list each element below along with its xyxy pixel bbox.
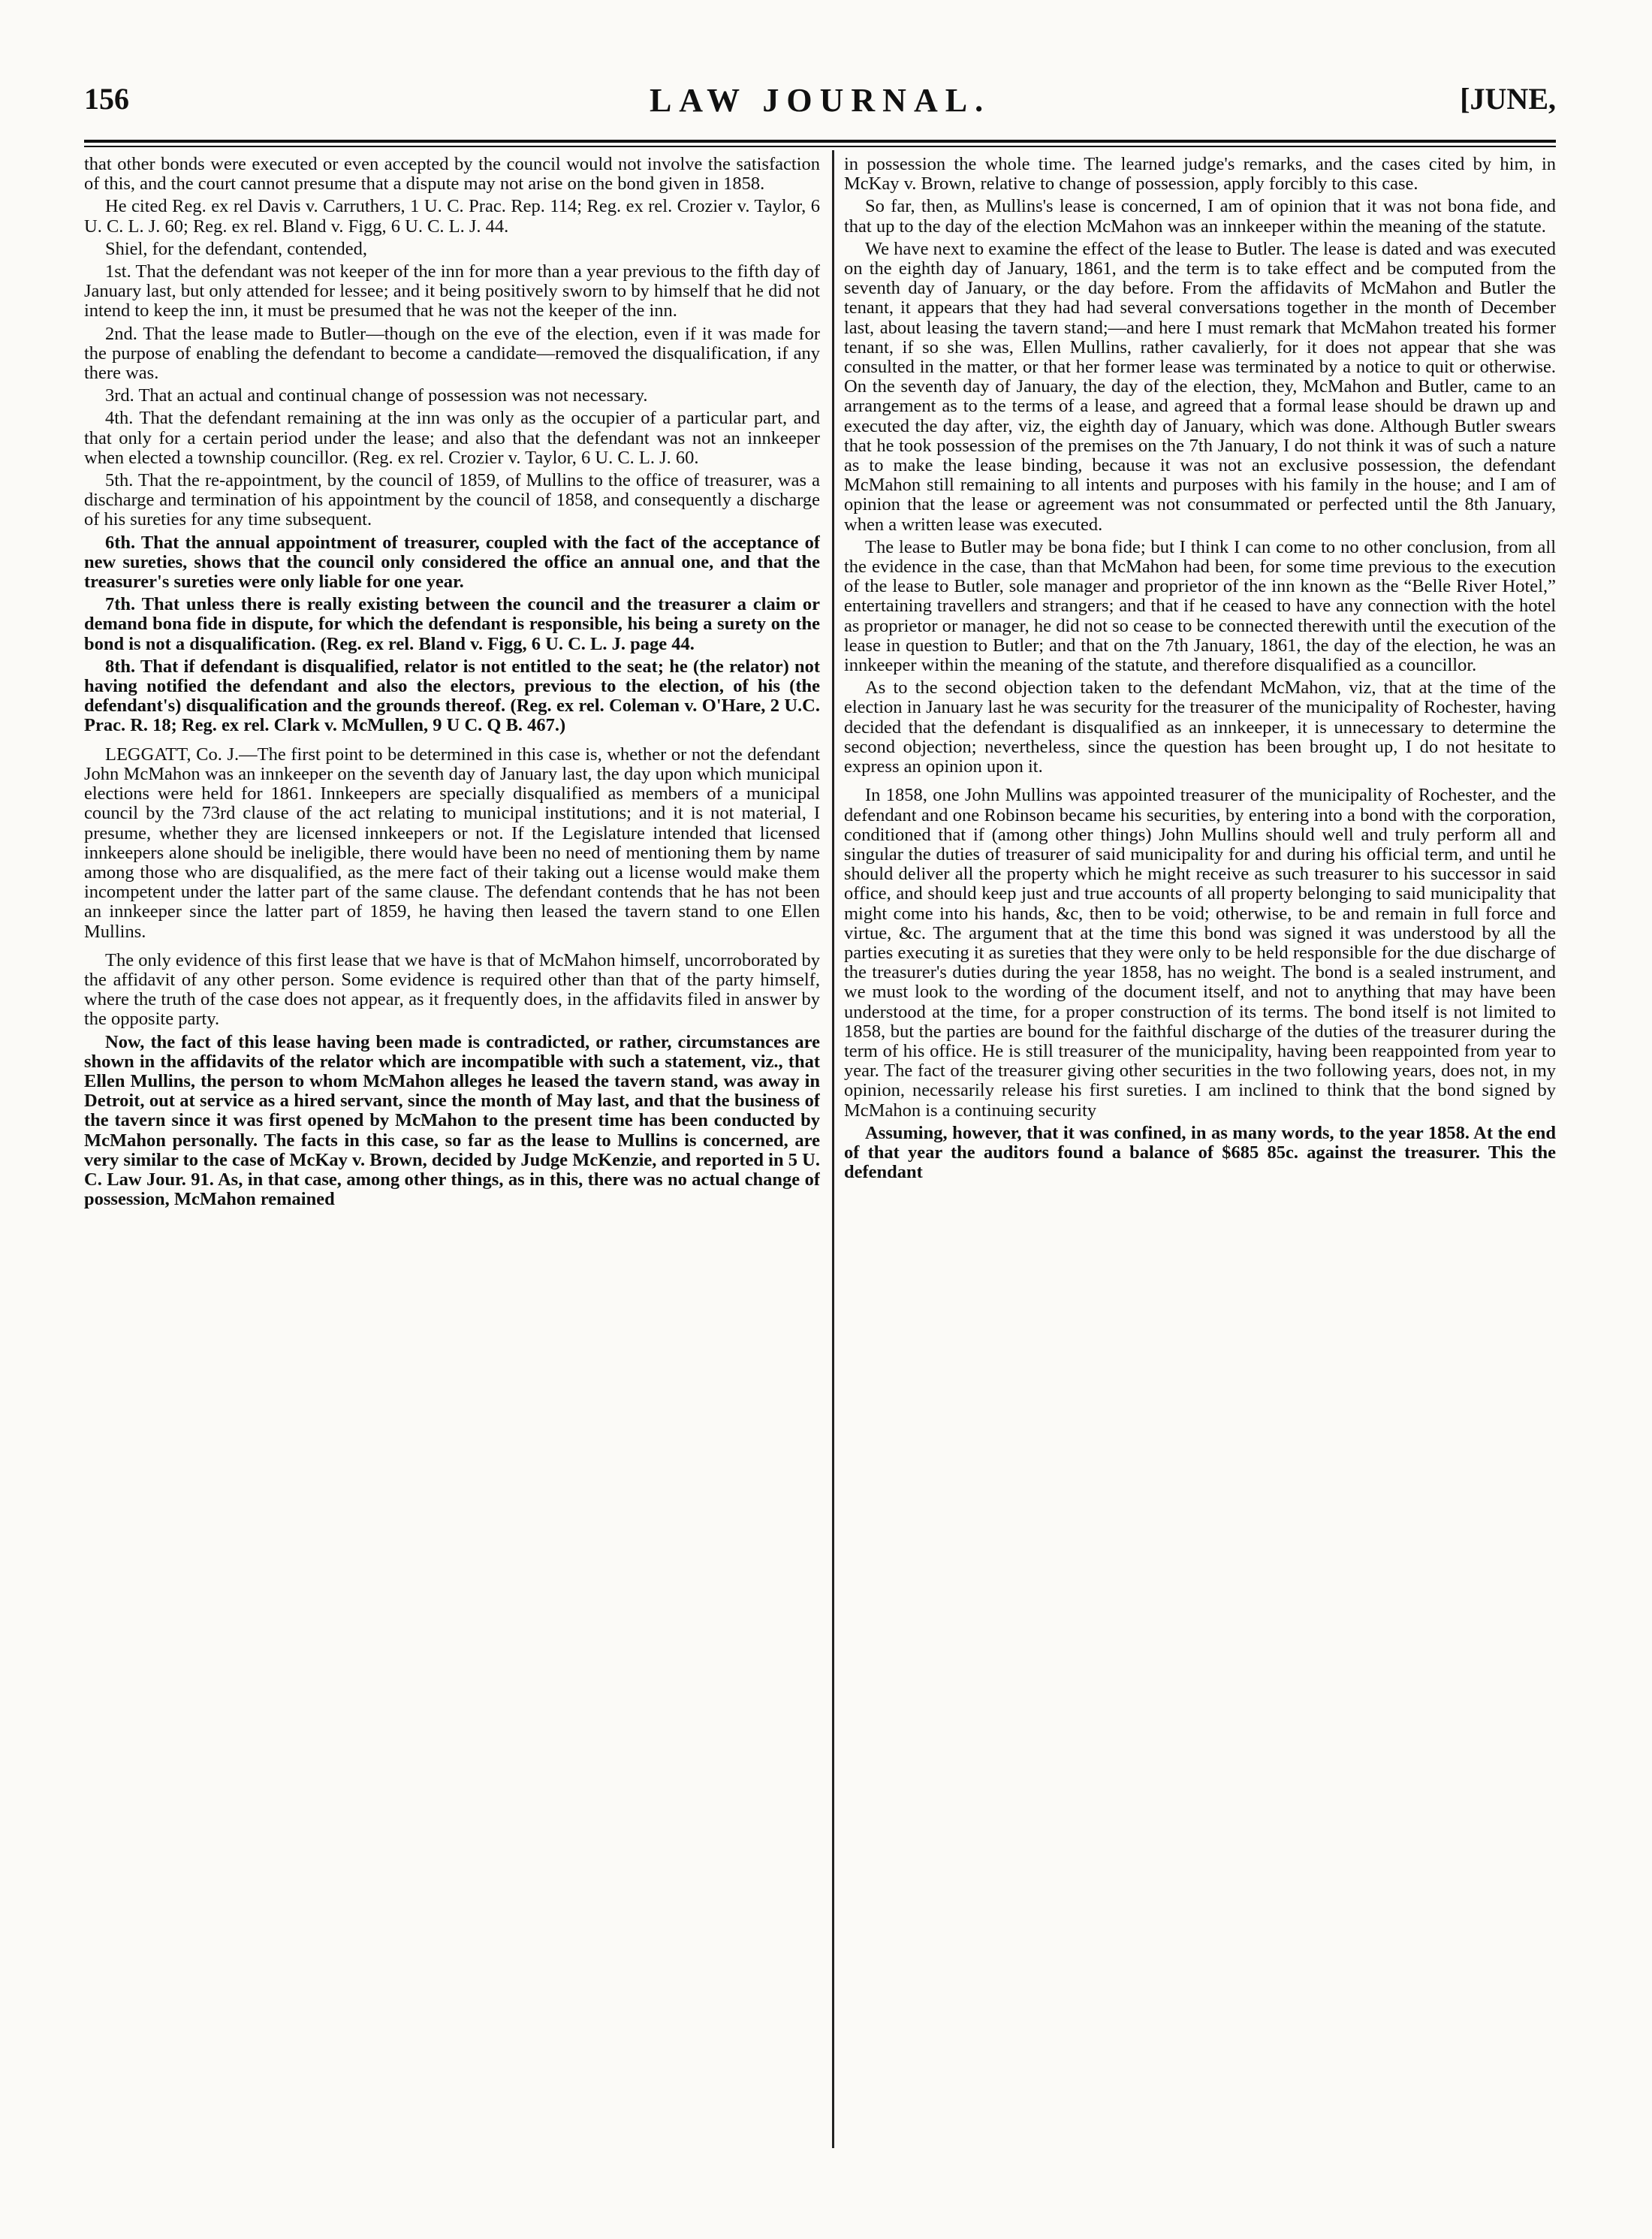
page-number: 156 <box>84 82 129 116</box>
journal-title: LAW JOURNAL. <box>649 82 991 119</box>
paragraph: that other bonds were executed or even accepted by the council would not involve the satisfaction of this, and the court cannot presume that a dispute may not arise on the bond given in 1858. <box>84 155 820 195</box>
paragraph: 8th. That if defendant is disqualified, relator is not entitled to the seat; he (the relator) not having notified the defendant and also the electors, previous to the election, of his (the defendant's) disqualification and the grounds thereof. (Reg. ex rel. Coleman v. O'Hare, 2 U.C. Prac. R. 18; Reg. ex rel. Clark v. McMullen, 9 U C. Q B. 467.) <box>84 656 820 736</box>
header-month: [JUNE, <box>1460 82 1556 116</box>
left-column <box>84 155 820 2153</box>
right-column <box>844 155 1556 2153</box>
paragraph: In 1858, one John Mullins was appointed treasurer of the municipality of Rochester, and the defendant and one Robinson became his securities, by entering into a bond with the corporation, conditioned that if (among other things) John Mullins should well and truly perform all and singular the duties of treasurer of said municipality for and during his official term, and until he should deliver all the property which he might receive as such treasurer to his successor in said office, and should keep just and true accounts of all property belonging to said municipality that might come into his hands, &c, then to be void; otherwise, to be and remain in full force and virtue, &c. The argument that at the time this bond was signed it was understood by all the parties executing it as sureties that they were only to be held responsible for the due discharge of the treasurer's duties during the year 1858, has no weight. The bond is a sealed instrument, and we must look to the wording of the document itself, and not to anything that may have been understood at the time, for a proper construction of its terms. The bond itself is not limited to 1858, but the parties are bound for the faithful discharge of the duties of the treasurer during the term of his office. He is still treasurer of the municipality, having been reappointed from year to year. The fact of the treasurer giving other securities in the two following years, does not, in my opinion, necessarily release his first sureties. I am inclined to think that the bond signed by McMahon is a continuing security <box>844 785 1556 1121</box>
paragraph: The lease to Butler may be bona fide; but I think I can come to no other conclusion, from all the evidence in the case, than that McMahon had been, for some time previous to the execution of the lease to Butler, sole manager and proprietor of the inn known as the “Belle River Hotel,” entertaining travellers and strangers; and that if he ceased to have any connection with the hotel as proprietor or manager, he did not so cease to be connected therewith until the execution of the lease in question to Butler; and that on the 7th January, 1861, the day of the election, he was an innkeeper within the meaning of the statute, and therefore disqualified as a councillor. <box>844 536 1556 676</box>
header-rule-thin <box>84 146 1556 147</box>
paragraph: 1st. That the defendant was not keeper of the inn for more than a year previous to the fifth day of January last, but only attended for lessee; and it being positively sworn to by himself that he did not intend to keep the inn, it must be presumed that he was not the keeper of the inn. <box>84 261 820 321</box>
paragraph: Shiel, for the defendant, contended, <box>105 238 368 259</box>
column-divider <box>832 150 834 2148</box>
paragraph: The only evidence of this first lease that we have is that of McMahon himself, uncorroborated by the affidavit of any other person. Some evidence is required other than that of the party himself, where the truth of the case does not appear, as it frequently does, in the affidavits filed in answer by the opposite party. <box>84 949 820 1030</box>
paragraph: He cited Reg. ex rel Davis v. Carruthers, 1 U. C. Prac. Rep. 114; Reg. ex rel. Crozier v. Taylor, 6 U. C. L. J. 60; Reg. ex rel. Bland v. Figg, 6 U. C. L. J. 44. <box>84 196 820 237</box>
paragraph: 4th. That the defendant remaining at the inn was only as the occupier of a particular part, and that only for a certain period under the lease; and also that the defendant was not an innkeeper when elected a township councillor. (Reg. ex rel. Crozier v. Taylor, 6 U. C. L. J. 60. <box>84 408 820 468</box>
paragraph: Now, the fact of this lease having been made is contradicted, or rather, circumstances are shown in the affidavits of the relator which are incompatible with such a statement, viz., that Ellen Mullins, the person to whom McMahon alleges he leased the tavern stand, was away in Detroit, out at service as a hired servant, since the month of May last, and that the business of the tavern since it was first opened by McMahon to the present time has been conducted by McMahon personally. The facts in this case, so far as the lease to Mullins is concerned, are very similar to the case of McKay v. Brown, decided by Judge McKenzie, and reported in 5 U. C. Law Jour. 91. As, in that case, among other things, as in this, there was no actual change of possession, McMahon remained <box>84 1031 820 1210</box>
paragraph: 2nd. That the lease made to Butler—though on the eve of the election, even if it was made for the purpose of enabling the defendant to become a candidate—removed the disqualification, if any there was. <box>84 323 820 384</box>
paragraph: We have next to examine the effect of the lease to Butler. The lease is dated and was executed on the eighth day of January, 1861, and the term is to take effect and be computed from the seventh day of January, or the day before. From the affidavits of McMahon and Butler the tenant, it appears that they had had several conversations together in the month of December last, about leasing the tavern stand;—and here I must remark that McMahon treated his former tenant, if so she was, Ellen Mullins, rather cavalierly, for it does not appear that she was consulted in the matter, or that her former lease was terminated by a notice to quit or otherwise. On the seventh day of January, the day of the election, they, McMahon and Butler, came to an arrangement as to the terms of a lease, and agreed that a formal lease should be drawn up and executed the day after, viz, the eighth day of January, which was done. Although Butler swears that he took possession of the premises on the 7th January, I do not think it was of such a nature as to make the lease binding, because it was not an exclusive possession, the defendant McMahon still remaining to all intents and purposes with his family in the house; and I am of opinion that the lease or agreement was not consummated or perfected until the 8th January, when a written lease was executed. <box>844 238 1556 535</box>
paragraph: in possession the whole time. The learned judge's remarks, and the cases cited by him, in McKay v. Brown, relative to change of possession, apply forcibly to this case. <box>844 155 1556 195</box>
header-rule <box>84 140 1556 143</box>
paragraph: Assuming, however, that it was confined, in as many words, to the year 1858. At the end of that year the auditors found a balance of $685 85c. against the treasurer. This the defendant <box>844 1122 1556 1183</box>
paragraph: 5th. That the re-appointment, by the council of 1859, of Mullins to the office of treasurer, was a discharge and termination of his appointment by the council of 1858, and consequently a discharge of his sureties for any time subsequent. <box>84 470 820 530</box>
paragraph: LEGGATT, Co. J.—The first point to be determined in this case is, whether or not the defendant John McMahon was an innkeeper on the seventh day of January last, the day upon which municipal elections were held for 1861. Innkeepers are specially disqualified as members of a municipal council by the 73rd clause of the act relating to municipal institutions; and it is not material, I presume, whether they are licensed innkeepers or not. If the Legislature intended that licensed innkeepers alone should be ineligible, there would have been no need of mentioning them by name among those who are disqualified, as the mere fact of their taking out a license would make them incompetent under the latter part of the same clause. The defendant contends that he has not been an innkeeper since the latter part of 1859, he having then leased the tavern stand to one Ellen Mullins. <box>84 744 820 942</box>
paragraph: 3rd. That an actual and continual change of possession was not necessary. <box>105 385 648 406</box>
paragraph: 6th. That the annual appointment of treasurer, coupled with the fact of the acceptance of new sureties, shows that the council only considered the office an annual one, and that the treasurer's sureties were only liable for one year. <box>84 532 820 593</box>
page-header <box>84 81 1556 129</box>
paragraph: 7th. That unless there is really existing between the council and the treasurer a claim or demand bona fide in dispute, for which the defendant is responsible, his being a surety on the bond is not a disqualification. (Reg. ex rel. Bland v. Figg, 6 U. C. L. J. page 44. <box>84 594 820 654</box>
paragraph: As to the second objection taken to the defendant McMahon, viz, that at the time of the election in January last he was security for the treasurer of the municipality of Rochester, having decided that the defendant is disqualified as an innkeeper, it is unnecessary to determine the second objection; nevertheless, since the question has been brought up, I do not hesitate to express an opinion upon it. <box>844 677 1556 777</box>
paragraph: So far, then, as Mullins's lease is concerned, I am of opinion that it was not bona fide, and that up to the day of the election McMahon was an innkeeper within the meaning of the statute. <box>844 196 1556 237</box>
